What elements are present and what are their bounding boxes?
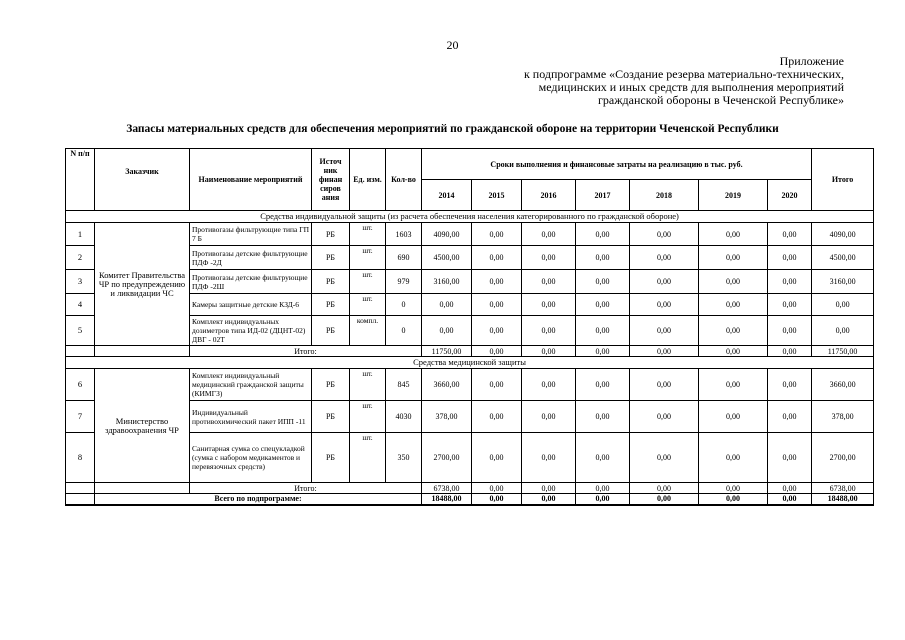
subtotal-value: 0,00	[630, 483, 699, 494]
item-name: Комплект индивидуальных дозиметров типа ИД-02 (ДЦНТ-02) ДВГ - 02Т	[190, 316, 312, 346]
year-value: 0,00	[768, 294, 812, 316]
row-number: 6	[66, 369, 95, 401]
subtotal-spacer	[66, 483, 95, 494]
year-value: 0,00	[472, 316, 522, 346]
grand-total-value: 0,00	[768, 494, 812, 505]
funding-source: РБ	[312, 246, 350, 270]
row-number: 1	[66, 223, 95, 246]
year-value: 0,00	[768, 401, 812, 433]
unit: шт.	[350, 401, 386, 433]
header-year: 2015	[472, 180, 522, 211]
subtotal-total: 11750,00	[812, 346, 874, 357]
quantity: 845	[386, 369, 422, 401]
quantity: 690	[386, 246, 422, 270]
header-year: 2017	[576, 180, 630, 211]
year-value: 0,00	[422, 294, 472, 316]
header-customer: Заказчик	[95, 149, 190, 211]
year-value: 0,00	[768, 270, 812, 294]
subtotal-spacer	[95, 346, 190, 357]
year-value: 0,00	[699, 316, 768, 346]
subtotal-value: 6738,00	[422, 483, 472, 494]
year-value: 0,00	[522, 369, 576, 401]
year-value: 378,00	[422, 401, 472, 433]
year-value: 0,00	[472, 401, 522, 433]
row-total: 0,00	[812, 294, 874, 316]
unit: шт.	[350, 246, 386, 270]
year-value: 0,00	[576, 270, 630, 294]
subtotal-value: 0,00	[522, 346, 576, 357]
funding-source: РБ	[312, 316, 350, 346]
year-value: 0,00	[576, 316, 630, 346]
subtotal-value: 0,00	[768, 346, 812, 357]
section-title: Средства медицинской защиты	[66, 357, 874, 369]
year-value: 0,00	[472, 246, 522, 270]
subtotal-value: 0,00	[472, 346, 522, 357]
quantity: 1603	[386, 223, 422, 246]
year-value: 0,00	[576, 369, 630, 401]
unit: шт.	[350, 270, 386, 294]
appendix-line: Приложение	[779, 54, 844, 68]
subtotal-value: 0,00	[576, 346, 630, 357]
year-value: 0,00	[630, 401, 699, 433]
year-value: 0,00	[630, 316, 699, 346]
year-value: 0,00	[630, 433, 699, 483]
header-year: 2014	[422, 180, 472, 211]
subtotal-value: 0,00	[576, 483, 630, 494]
quantity: 0	[386, 294, 422, 316]
customer-name: Комитет Правительства ЧР по предупреждению и ликвидации ЧС	[95, 223, 190, 346]
year-value: 0,00	[699, 246, 768, 270]
grand-total-spacer	[66, 494, 95, 505]
year-value: 0,00	[576, 401, 630, 433]
item-name: Противогазы детские фильтрующие ПДФ -2Ш	[190, 270, 312, 294]
unit: шт.	[350, 294, 386, 316]
year-value: 0,00	[422, 316, 472, 346]
grand-total-value: 0,00	[699, 494, 768, 505]
section-title: Средства индивидуальной защиты (из расчета обеспечения населения категорированного по гражданской обороне)	[66, 211, 874, 223]
subtotal-spacer	[66, 346, 95, 357]
year-value: 0,00	[576, 433, 630, 483]
year-value: 0,00	[576, 223, 630, 246]
year-value: 0,00	[576, 246, 630, 270]
funding-source: РБ	[312, 294, 350, 316]
grand-total-value: 0,00	[522, 494, 576, 505]
grand-total-label: Всего по подпрограмме:	[95, 494, 422, 505]
grand-total-value: 18488,00	[422, 494, 472, 505]
funding-source: РБ	[312, 270, 350, 294]
quantity: 0	[386, 316, 422, 346]
page-number: 20	[446, 38, 459, 52]
row-number: 8	[66, 433, 95, 483]
subtotal-row	[66, 346, 874, 357]
year-value: 0,00	[522, 294, 576, 316]
year-value: 0,00	[768, 223, 812, 246]
row-total: 4500,00	[812, 246, 874, 270]
grand-total-value: 0,00	[576, 494, 630, 505]
header-total: Итого	[812, 149, 874, 211]
subtotal-value: 11750,00	[422, 346, 472, 357]
row-total: 0,00	[812, 316, 874, 346]
row-number: 2	[66, 246, 95, 270]
header-row	[66, 149, 874, 180]
quantity: 4030	[386, 401, 422, 433]
year-value: 3160,00	[422, 270, 472, 294]
row-number: 3	[66, 270, 95, 294]
header-year: 2020	[768, 180, 812, 211]
item-name: Противогазы детские фильтрующие ПДФ -2Д	[190, 246, 312, 270]
year-value: 4500,00	[422, 246, 472, 270]
year-value: 0,00	[630, 270, 699, 294]
year-value: 0,00	[472, 369, 522, 401]
subtotal-spacer	[95, 483, 190, 494]
funding-source: РБ	[312, 223, 350, 246]
subtotal-total: 6738,00	[812, 483, 874, 494]
subtotal-value: 0,00	[699, 483, 768, 494]
item-name: Камеры защитные детские КЗД-6	[190, 294, 312, 316]
item-name: Противогазы фильтрующие типа ГП 7 Б	[190, 223, 312, 246]
appendix-line: гражданской обороны в Чеченской Республике»	[598, 93, 844, 107]
row-total: 2700,00	[812, 433, 874, 483]
subtotal-value: 0,00	[768, 483, 812, 494]
year-value: 0,00	[699, 270, 768, 294]
unit: шт.	[350, 433, 386, 483]
subtotal-value: 0,00	[472, 483, 522, 494]
quantity: 979	[386, 270, 422, 294]
unit: шт.	[350, 223, 386, 246]
year-value: 4090,00	[422, 223, 472, 246]
table-row	[66, 369, 874, 401]
year-value: 0,00	[630, 223, 699, 246]
year-value: 0,00	[699, 401, 768, 433]
row-number: 5	[66, 316, 95, 346]
year-value: 2700,00	[422, 433, 472, 483]
year-value: 0,00	[472, 294, 522, 316]
header-terms: Сроки выполнения и финансовые затраты на реализацию в тыс. руб.	[422, 149, 812, 180]
year-value: 0,00	[472, 223, 522, 246]
grand-total-value: 0,00	[630, 494, 699, 505]
subtotal-value: 0,00	[522, 483, 576, 494]
appendix-line: медицинских и иных средств для выполнения мероприятий	[538, 80, 844, 94]
subtotal-label: Итого:	[190, 483, 422, 494]
year-value: 0,00	[522, 223, 576, 246]
year-value: 0,00	[630, 246, 699, 270]
row-total: 378,00	[812, 401, 874, 433]
header-year: 2016	[522, 180, 576, 211]
appendix-line: к подпрограмме «Создание резерва материально-технических,	[523, 67, 844, 81]
item-name: Санитарная сумка со спецукладкой (сумка с набором медикаментов и перевязочных средств)	[190, 433, 312, 483]
subtotal-row	[66, 483, 874, 494]
year-value: 0,00	[768, 369, 812, 401]
appendix-caption	[524, 55, 844, 107]
section-title-row	[66, 357, 874, 369]
subtotal-value: 0,00	[699, 346, 768, 357]
unit: компл.	[350, 316, 386, 346]
item-name: Комплект индивидуальный медицинский гражданской защиты (КИМГЗ)	[190, 369, 312, 401]
header-year: 2018	[630, 180, 699, 211]
row-total: 3660,00	[812, 369, 874, 401]
year-value: 0,00	[522, 246, 576, 270]
header-qty: Кол-во	[386, 149, 422, 211]
row-number: 7	[66, 401, 95, 433]
year-value: 0,00	[522, 270, 576, 294]
header-name: Наименование мероприятий	[190, 149, 312, 211]
year-value: 0,00	[522, 316, 576, 346]
table-row	[66, 223, 874, 246]
header-unit: Ед. изм.	[350, 149, 386, 211]
year-value: 0,00	[522, 401, 576, 433]
funding-source: РБ	[312, 433, 350, 483]
subtotal-label: Итого:	[190, 346, 422, 357]
grand-total-sum: 18488,00	[812, 494, 874, 505]
year-value: 0,00	[472, 270, 522, 294]
item-name: Индивидуальный противохимический пакет ИПП -11	[190, 401, 312, 433]
year-value: 3660,00	[422, 369, 472, 401]
customer-name: Министерство здравоохранения ЧР	[95, 369, 190, 483]
funding-source: РБ	[312, 401, 350, 433]
year-value: 0,00	[472, 433, 522, 483]
unit: шт.	[350, 369, 386, 401]
grand-total-value: 0,00	[472, 494, 522, 505]
header-year: 2019	[699, 180, 768, 211]
header-num: N п/п	[66, 149, 95, 211]
row-number: 4	[66, 294, 95, 316]
year-value: 0,00	[699, 294, 768, 316]
year-value: 0,00	[699, 223, 768, 246]
year-value: 0,00	[630, 294, 699, 316]
year-value: 0,00	[768, 433, 812, 483]
row-total: 3160,00	[812, 270, 874, 294]
year-value: 0,00	[768, 316, 812, 346]
section-title-row	[66, 211, 874, 223]
subtotal-value: 0,00	[630, 346, 699, 357]
quantity: 350	[386, 433, 422, 483]
header-source: Источ ник финан сиров ания	[312, 149, 350, 211]
year-value: 0,00	[630, 369, 699, 401]
year-value: 0,00	[522, 433, 576, 483]
year-value: 0,00	[699, 369, 768, 401]
year-value: 0,00	[576, 294, 630, 316]
funding-source: РБ	[312, 369, 350, 401]
document-title: Запасы материальных средств для обеспечения мероприятий по гражданской обороне на территории Чеченской Республики	[126, 123, 779, 135]
year-value: 0,00	[768, 246, 812, 270]
row-total: 4090,00	[812, 223, 874, 246]
year-value: 0,00	[699, 433, 768, 483]
reserves-table	[65, 148, 874, 506]
grand-total-row	[66, 494, 874, 505]
